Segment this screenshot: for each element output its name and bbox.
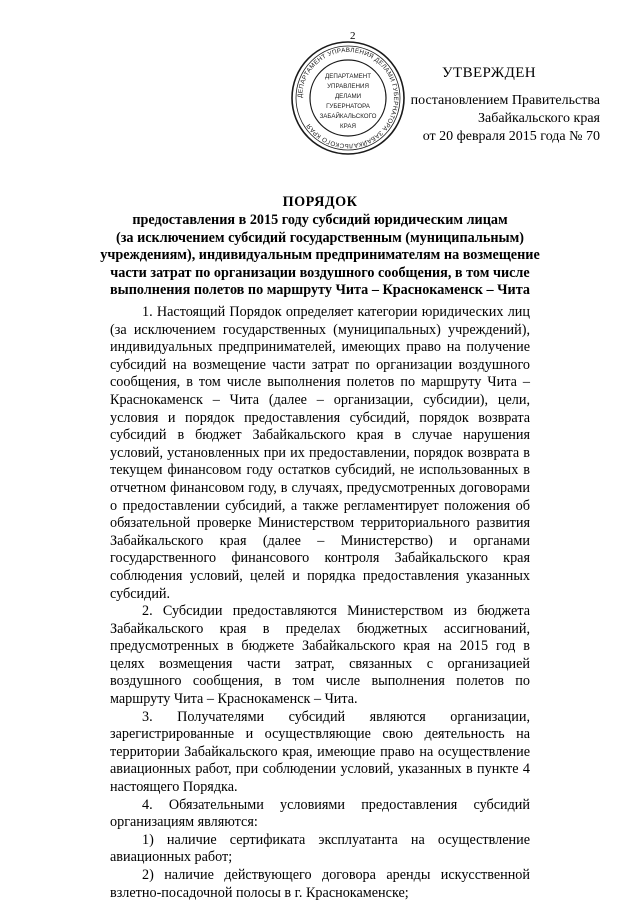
page-number: 2 [350, 30, 356, 42]
stamp-inner-line: УПРАВЛЕНИЯ [327, 83, 369, 90]
stamp-inner-line: ЗАБАЙКАЛЬСКОГО [319, 113, 377, 120]
title-line: учреждениям), индивидуальным предпринимателям на возмещение [100, 247, 540, 264]
document-body [110, 304, 530, 902]
document-title [90, 194, 550, 299]
subitem-1: 1) наличие сертификата эксплуатанта на осуществление авиационных работ; [110, 831, 530, 866]
title-heading: ПОРЯДОК [282, 194, 358, 210]
stamp-inner-line: ДЕПАРТАМЕНТ [325, 73, 371, 80]
paragraph-3: 3. Получателями субсидий являются организации, зарегистрированные и осуществляющие свою деятельность на территории Забайкальского края, имеющие право на осуществление авиационных работ, при соблюдении условий, указанных в пункте 4 настоящего Порядка. [110, 708, 530, 796]
approved-label: УТВЕРЖДЕН [442, 65, 537, 81]
approval-line-3: от 20 февраля 2015 года № 70 [422, 129, 600, 144]
paragraph-4: 4. Обязательными условиями предоставления субсидий организациям являются: [110, 796, 530, 831]
stamp-inner-line: ГУБЕРНАТОРА [326, 103, 370, 110]
title-line: части затрат по организации воздушного сообщения, в том числе [110, 264, 530, 281]
approval-line-1: постановлением Правительства [410, 93, 600, 108]
title-line: (за исключением субсидий государственным (муниципальным) [116, 229, 524, 246]
subitem-2: 2) наличие действующего договора аренды искусственной взлетно-посадочной полосы в г. Краснокаменске; [110, 867, 530, 901]
approval-block [398, 64, 600, 146]
paragraph-2: 2. Субсидии предоставляются Министерством из бюджета Забайкальского края в пределах бюджетных ассигнований, предусмотренных в бюджете Забайкальского края на 2015 год в целях возмещения части затрат, связанных с организацией воздушного сообщения, в том числе выполнения полетов по маршруту Чита – Краснокаменск – Чита. [110, 603, 530, 708]
paragraph-1: 1. Настоящий Порядок определяет категории юридических лиц (за исключением государственных (муниципальных) учреждений), индивидуальных предпринимателей, имеющих право на получение субсидий на возмещение части затрат по организации воздушного сообщения, в том числе выполнения полетов по маршруту Чита – Краснокаменск – Чита (далее – организации, субсидии), цели, условия и порядок предоставления субсидий, порядок возврата субсидий в бюджет Забайкальского края в случае нарушения условий, установленных при их предоставлении, порядок возврата в текущем финансовом году остатков субсидий, не использованных в отчетном финансовом году, в случаях, предусмотренных договорами о предоставлении субсидий, а также регламентирует положения об обязательной проверке Министерством территориального развития Забайкальского края (далее – Министерство) и органами государственного финансового контроля Забайкальского края соблюдения условий, целей и порядка предоставления указанных субсидий. [110, 304, 530, 602]
title-line: предоставления в 2015 году субсидий юридическим лицам [132, 212, 508, 229]
approval-line-2: Забайкальского края [477, 111, 600, 126]
title-line: выполнения полетов по маршруту Чита – Краснокаменск – Чита [110, 282, 530, 299]
stamp-inner-line: КРАЯ [340, 123, 356, 130]
stamp-outer-text: ДЕПАРТАМЕНТ УПРАВЛЕНИЯ ДЕЛАМИ ГУБЕРНАТОРА ЗАБАЙКАЛЬСКОГО КРАЯ [296, 46, 400, 150]
stamp-inner-line: ДЕЛАМИ [334, 93, 362, 100]
